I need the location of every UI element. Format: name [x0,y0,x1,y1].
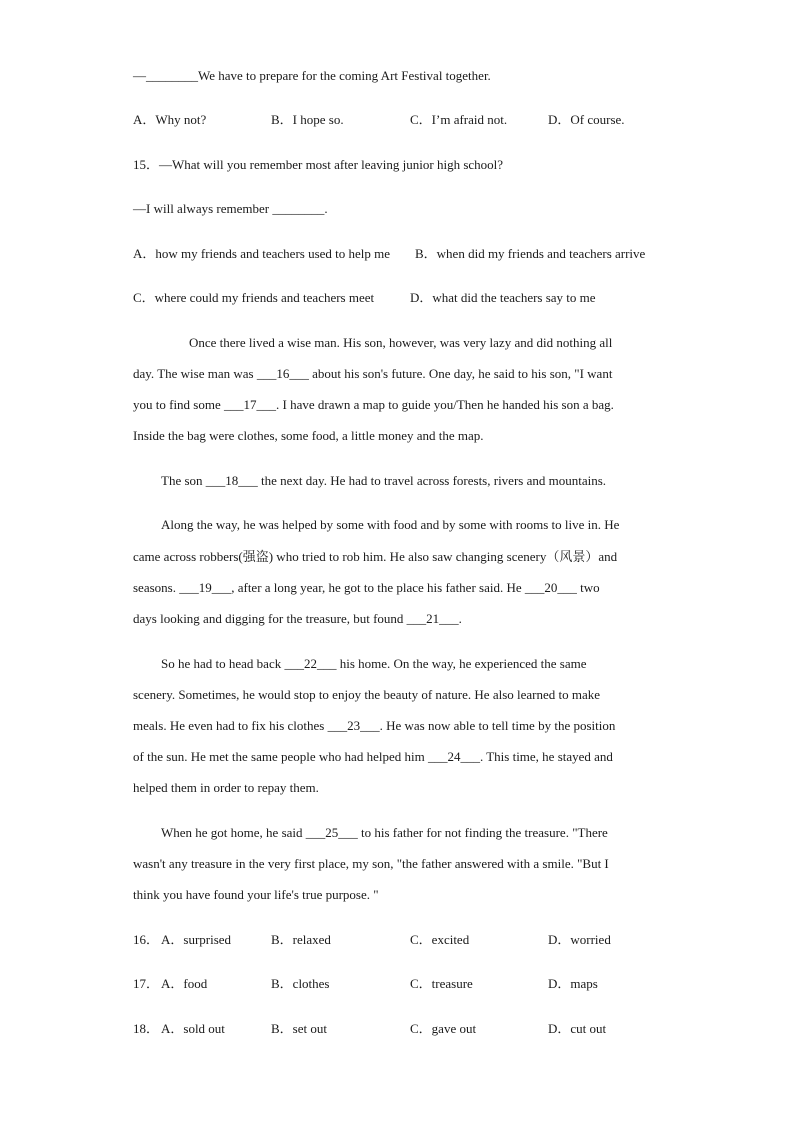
passage-p5-line2: wasn't any treasure in the very first place, my son, "the father answered with a smile. "But I [133,856,609,871]
passage-p4-line2: scenery. Sometimes, he would stop to enjoy the beauty of nature. He also learned to make [133,687,601,702]
q18-number: 18． [133,1021,160,1036]
passage-p4-line4: of the sun. He met the same people who had helped him ___24___. This time, he stayed and [133,749,613,764]
passage-p3-line3: seasons. ___19___, after a long year, he got to the place his father said. He ___20___ two [133,580,600,595]
passage-p5-line1: When he got home, he said ___25___ to his father for not finding the treasure. "There [161,825,608,840]
passage-p3-line1: Along the way, he was helped by some with food and by some with rooms to live in. He [161,517,620,532]
q16-number: 16． [133,932,160,947]
q17-option-d: D．maps [548,976,598,991]
q15-answer-line: —I will always remember ________. [133,201,328,216]
q16-option-a: A．surprised [161,932,232,947]
q17-option-b: B．clothes [271,976,330,991]
passage-p1-line4: Inside the bag were clothes, some food, a little money and the map. [133,428,484,443]
q15-option-d: D．what did the teachers say to me [410,290,596,305]
q16-option-d: D．worried [548,932,611,947]
q18-option-b: B．set out [271,1021,327,1036]
passage-p1-line3: you to find some ___17___. I have drawn a map to guide you/Then he handed his son a bag. [133,397,614,412]
q18-option-d: D．cut out [548,1021,607,1036]
q14-option-a: A．Why not? [133,112,207,127]
q18-option-c: C．gave out [410,1021,477,1036]
q17-option-a: A．food [161,976,208,991]
q15-option-a: A．how my friends and teachers used to help me [133,246,391,261]
passage-p2-line1: The son ___18___ the next day. He had to travel across forests, rivers and mountains. [161,473,607,488]
q14-option-c: C．I’m afraid not. [410,112,508,127]
passage-p4-line5: helped them in order to repay them. [133,780,319,795]
passage-p3-line4: days looking and digging for the treasure, but found ___21___. [133,611,462,626]
passage-p4-line1: So he had to head back ___22___ his home. On the way, he experienced the same [161,656,587,671]
q17-option-c: C．treasure [410,976,473,991]
q16-option-c: C．excited [410,932,470,947]
q17-number: 17． [133,976,160,991]
q18-option-a: A．sold out [161,1021,225,1036]
q14-dialog: —________We have to prepare for the coming Art Festival together. [133,68,491,83]
passage-p4-line3: meals. He even had to fix his clothes ___23___. He was now able to tell time by the position [133,718,616,733]
passage-p3-line2: came across robbers(强盗) who tried to rob him. He also saw changing scenery（风景）and [133,549,618,564]
q14-option-b: B．I hope so. [271,112,344,127]
q16-option-b: B．relaxed [271,932,331,947]
q14-option-d: D．Of course. [548,112,625,127]
passage-p1-line2: day. The wise man was ___16___ about his son's future. One day, he said to his son, "I want [133,366,613,381]
passage-p5-line3: think you have found your life's true purpose. " [133,887,379,902]
q15-stem: 15．—What will you remember most after leaving junior high school? [133,157,504,172]
passage-p1-line1: Once there lived a wise man. His son, however, was very lazy and did nothing all [189,335,613,350]
q15-option-c: C．where could my friends and teachers meet [133,290,375,305]
q15-option-b: B．when did my friends and teachers arrive [415,246,646,261]
